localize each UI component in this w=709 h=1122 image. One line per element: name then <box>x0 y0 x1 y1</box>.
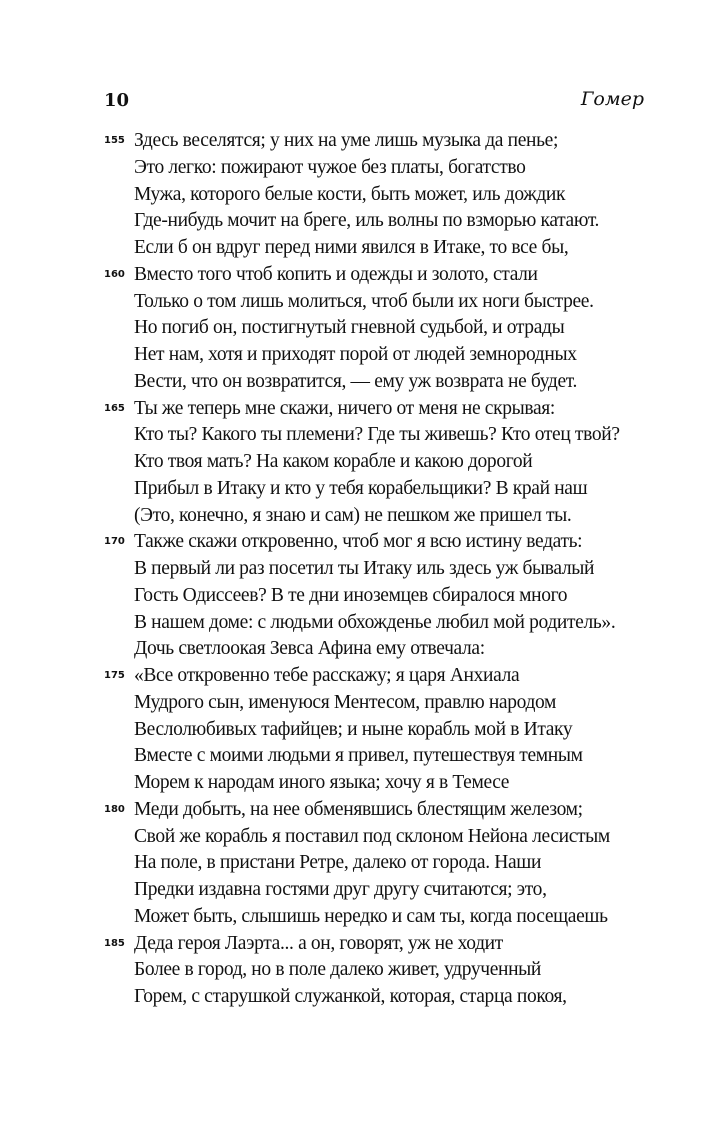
verse-line <box>104 315 664 342</box>
verse-line <box>104 155 664 182</box>
line-text: В первый ли раз посетил ты Итаку иль здесь уж бывалый <box>134 558 595 579</box>
line-number: 170 <box>104 536 125 548</box>
verse-line <box>104 128 664 155</box>
verse-line <box>104 957 664 984</box>
line-text: «Все откровенно тебе расскажу; я царя Анхиала <box>134 665 520 686</box>
line-number: 180 <box>104 803 125 815</box>
line-text: Ты же теперь мне скажи, ничего от меня не скрывая: <box>134 397 555 419</box>
verse-line <box>104 208 664 235</box>
line-text: Свой же корабль я поставил под склоном Нейона лесистым <box>134 825 610 847</box>
line-text: Меди добыть, на нее обменявшись блестящим железом; <box>134 798 583 820</box>
line-text: На поле, в пристани Ретре, далеко от города. Наши <box>134 852 542 874</box>
line-text: Деда героя Лаэрта... а он, говорят, уж не ходит <box>134 932 503 954</box>
verse-line <box>104 717 664 744</box>
verse-line <box>104 636 664 663</box>
verse-line <box>104 583 664 610</box>
line-number: 185 <box>104 937 125 949</box>
verse-line <box>104 877 664 904</box>
line-text: Только о том лишь молиться, чтоб были их ноги быстрее. <box>134 290 594 312</box>
line-number: 165 <box>104 402 125 414</box>
line-text: Вместе с моими людьми я привел, путешествуя темным <box>134 745 583 767</box>
line-text: Прибыл в Итаку и кто у тебя корабельщики? В край наш <box>134 477 588 499</box>
verse-line <box>104 369 664 396</box>
page-number: 10 <box>104 90 130 111</box>
verse-text <box>104 128 664 1011</box>
line-text: Мудрого сын, именуюся Ментесом, правлю народом <box>134 691 557 713</box>
line-text: Дочь светлоокая Зевса Афина ему отвечала: <box>134 638 485 660</box>
verse-line <box>104 984 664 1011</box>
verse-line <box>104 556 664 583</box>
verse-line <box>104 503 664 530</box>
line-text: Также скажи откровенно, чтоб мог я всю истину ведать: <box>134 531 583 553</box>
verse-line <box>104 850 664 877</box>
verse-line <box>104 904 664 931</box>
line-text: Но погиб он, постигнутый гневной судьбой, и отрады <box>134 317 565 339</box>
line-text: Где-нибудь мочит на бреге, иль волны по взморью катают. <box>134 210 600 232</box>
verse-line <box>104 663 664 690</box>
verse-line <box>104 182 664 209</box>
line-text: Вместо того чтоб копить и одежды и золото, стали <box>134 263 538 285</box>
verse-line <box>104 770 664 797</box>
line-number: 155 <box>104 135 125 146</box>
line-text: Кто ты? Какого ты племени? Где ты живешь? Кто отец твой? <box>134 424 620 446</box>
line-number: 175 <box>104 670 125 681</box>
verse-line <box>104 342 664 369</box>
line-text: Это легко: пожирают чужое без платы, богатство <box>134 156 526 178</box>
verse-line <box>104 797 664 824</box>
line-text: Горем, с старушкой служанкой, которая, старца покоя, <box>134 986 567 1007</box>
verse-line <box>104 476 664 503</box>
verse-line <box>104 743 664 770</box>
line-text: В нашем доме: с людьми обхожденье любил мой родитель». <box>134 611 616 633</box>
line-text: Нет нам, хотя и приходят порой от людей земнородных <box>134 344 577 365</box>
verse-line <box>104 690 664 717</box>
line-text: Морем к народам иного языка; хочу я в Темесе <box>134 772 510 793</box>
line-text: Если б он вдруг перед ними явился в Итаке, то все бы, <box>134 237 569 258</box>
verse-line <box>104 931 664 958</box>
line-text: Более в город, но в поле далеко живет, удрученный <box>134 959 542 981</box>
verse-line <box>104 610 664 637</box>
line-text: Кто твоя мать? На каком корабле и какою дорогой <box>134 451 533 472</box>
line-number: 160 <box>104 268 125 280</box>
line-text: Мужа, которого белые кости, быть может, иль дождик <box>134 183 566 205</box>
verse-line <box>104 824 664 851</box>
verse-line <box>104 262 664 289</box>
verse-line <box>104 529 664 556</box>
line-text: Веслолюбивых тафийцев; и ныне корабль мой в Итаку <box>134 718 573 740</box>
line-text: (Это, конечно, я знаю и сам) не пешком же пришел ты. <box>134 504 572 526</box>
line-text: Может быть, слышишь нередко и сам ты, когда посещаешь <box>134 905 608 927</box>
line-text: Гость Одиссеев? В те дни иноземцев сбиралося много <box>134 584 568 606</box>
line-text: Предки издавна гостями друг другу считаются; это, <box>134 879 547 900</box>
line-text: Вести, что он возвратится, — ему уж возврата не будет. <box>134 370 578 392</box>
verse-line <box>104 422 664 449</box>
verse-line <box>104 235 664 262</box>
verse-line <box>104 289 664 316</box>
verse-line <box>104 449 664 476</box>
verse-line <box>104 396 664 423</box>
page-header <box>104 88 644 122</box>
line-text: Здесь веселятся; у них на уме лишь музыка да пенье; <box>134 130 559 151</box>
running-title: Гомер <box>580 88 644 110</box>
